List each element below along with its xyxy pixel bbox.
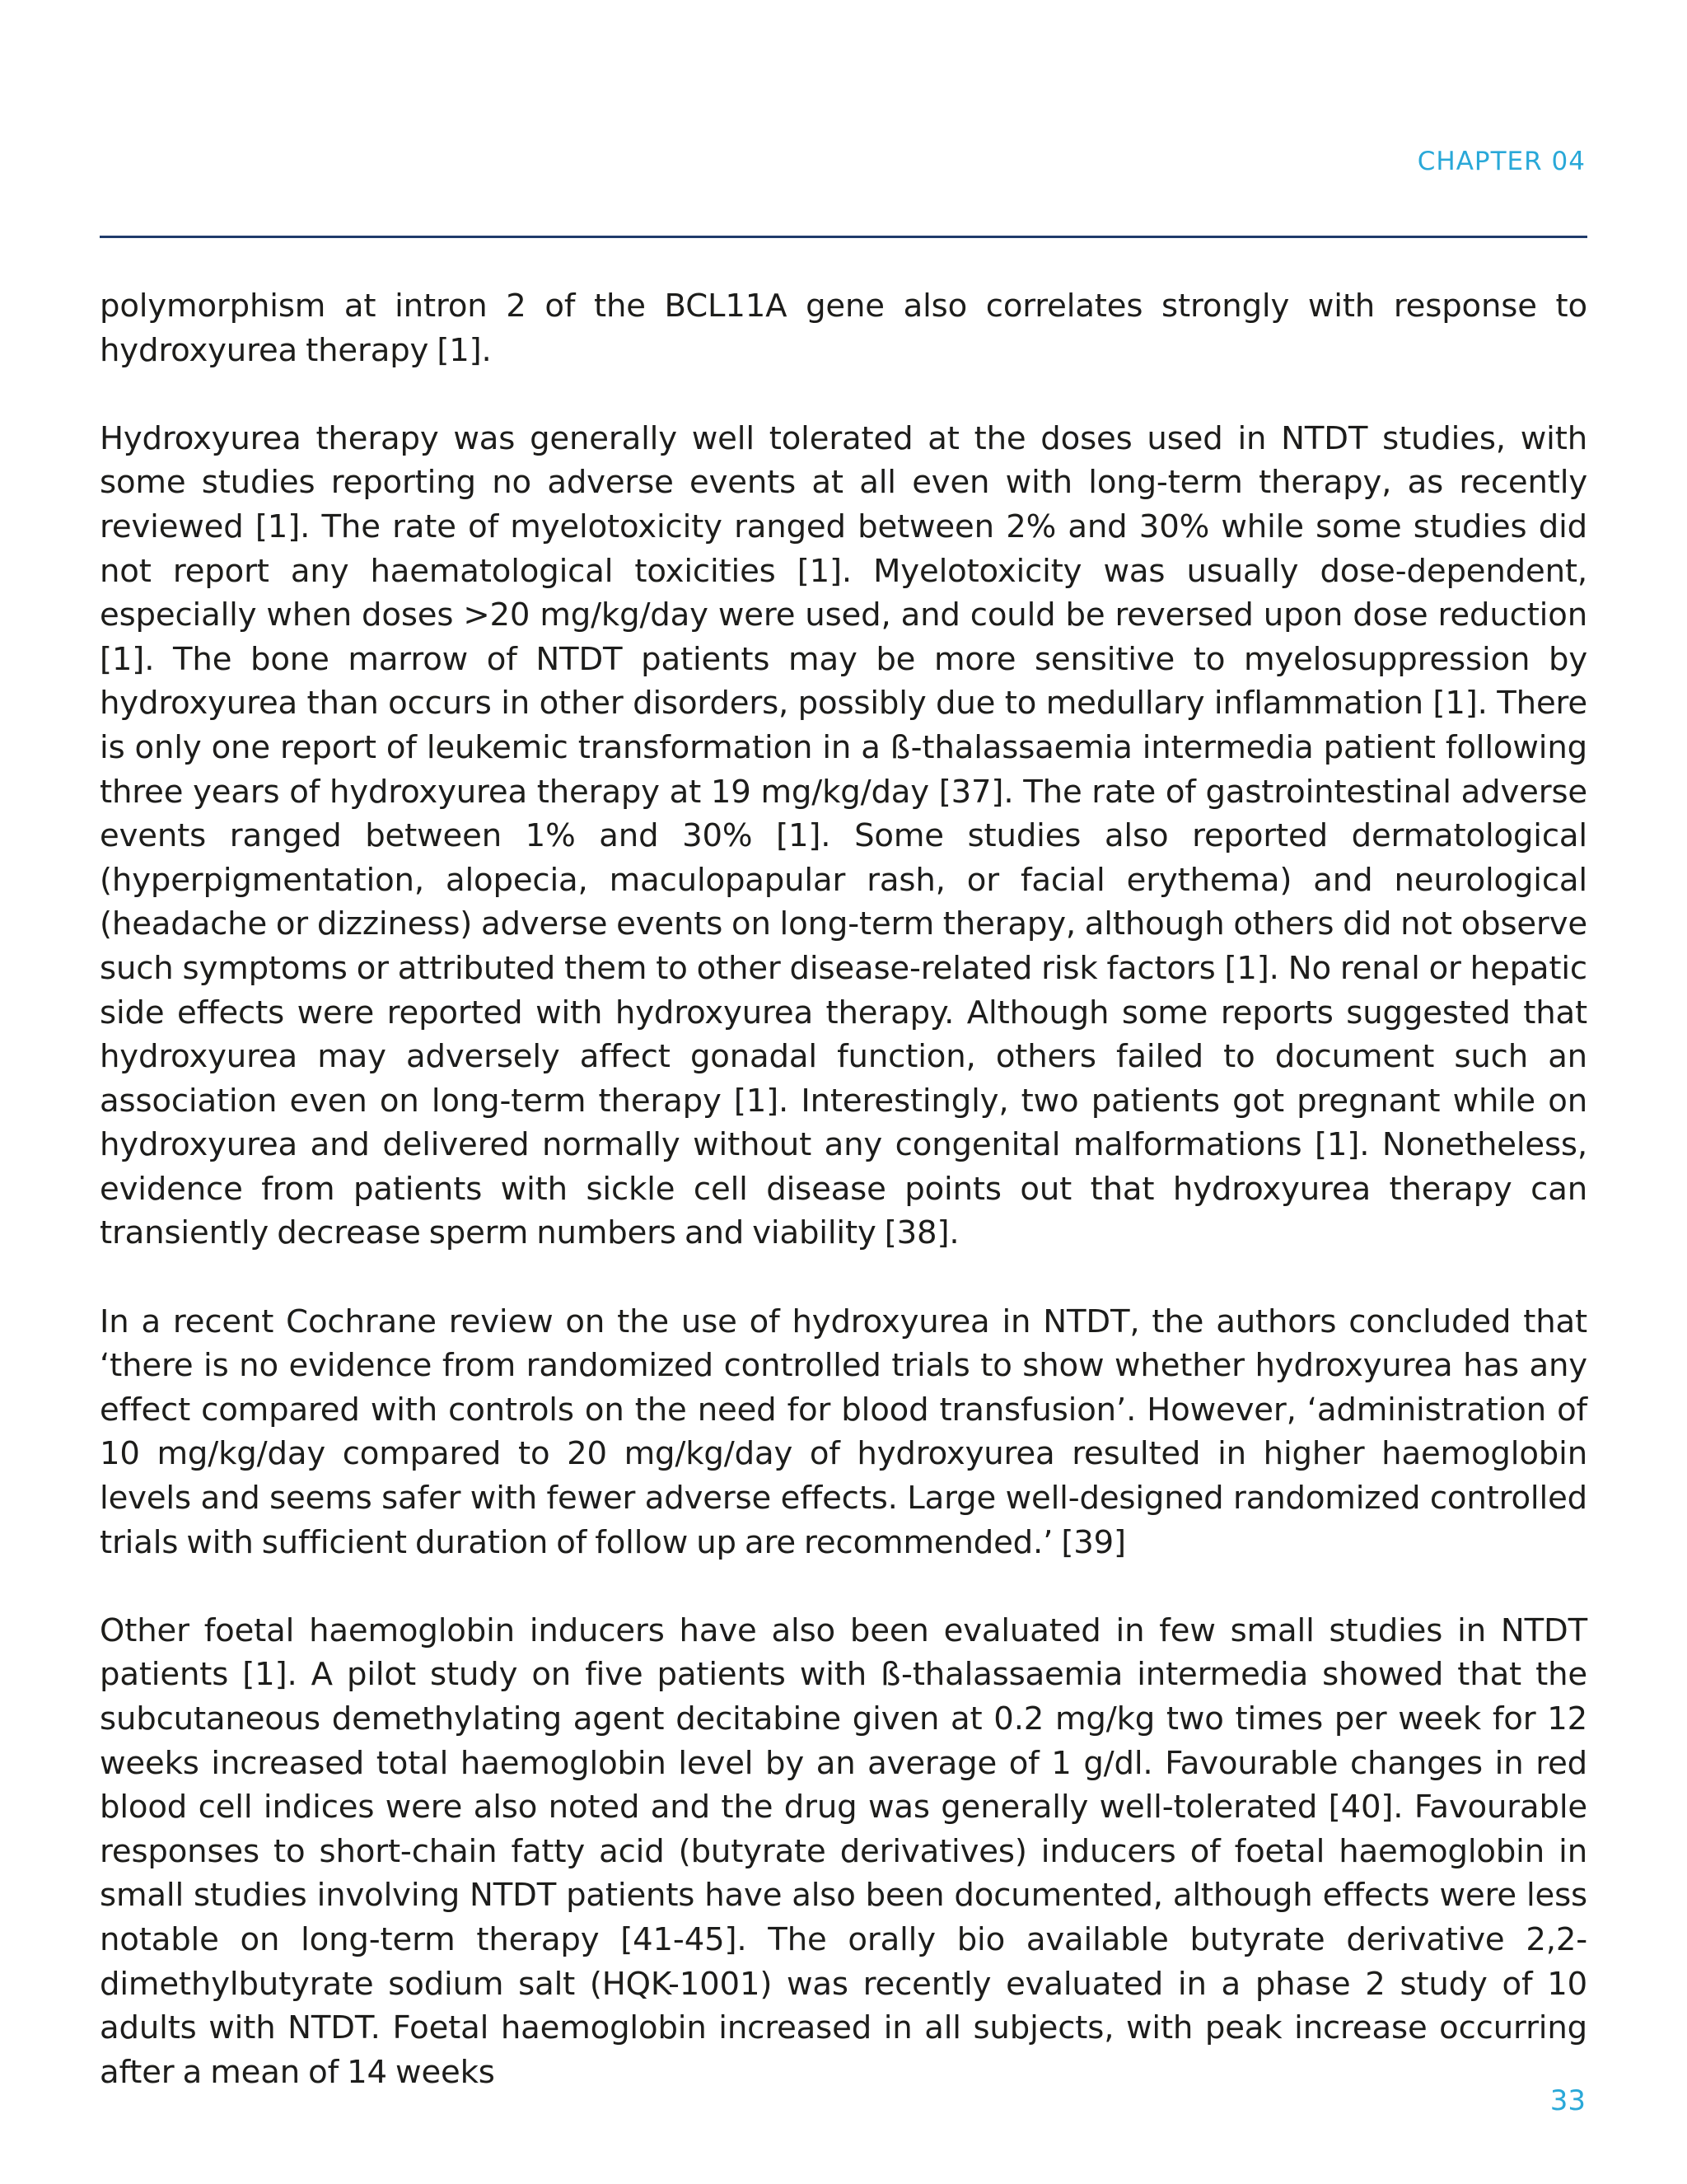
page-number: 33	[1549, 2084, 1586, 2117]
paragraph-hydroxyurea-tolerability: Hydroxyurea therapy was generally well tolerated at the doses used in NTDT studies, with some studies reporting no adverse events at all even with long-term therapy, as recently reviewed [1]. The rate of myelotoxicity ranged between 2% and 30% while some studies did not report any haematological toxicities [1]. Myelotoxicity was usually dose-dependent, especially when doses >20 mg/kg/day were used, and could be reversed upon dose reduction [1]. The bone marrow of NTDT patients may be more sensitive to myelosuppression by hydroxyurea than occurs in other disorders, possibly due to medullary inflammation [1]. There is only one report of leukemic transformation in a ß-thalassaemia intermedia patient following three years of hydroxyurea therapy at 19 mg/kg/day [37]. The rate of gastrointestinal adverse events ranged between 1% and 30% [1]. Some studies also reported dermatological (hyperpigmentation, alopecia, maculopapular rash, or facial erythema) and neurological (headache or dizziness) adverse events on long-term therapy, although others did not observe such symptoms or attributed them to other disease-related risk factors [1]. No renal or hepatic side effects were reported with hydroxyurea therapy. Although some reports suggested that hydroxyurea may adversely affect gonadal function, others failed to document such an association even on long-term therapy [1]. Interestingly, two patients got pregnant while on hydroxyurea and delivered normally without any congenital malformations [1]. Nonetheless, evidence from patients with sickle cell disease points out that hydroxyurea therapy can transiently decrease sperm numbers and viability [38].	[100, 419, 1587, 1252]
paragraph-cochrane-review: In a recent Cochrane review on the use of hydroxyurea in NTDT, the authors concluded that ‘there is no evidence from randomized controlled trials to show whether hydroxyurea has any effect compared with controls on the need for blood transfusion’. However, ‘administration of 10 mg/kg/day compared to 20 mg/kg/day of hydroxyurea resulted in higher haemoglobin levels and seems safer with fewer adverse effects. Large well-designed randomized controlled trials with sufficient duration of follow up are recommended.’ [39]	[100, 1302, 1587, 1561]
chapter-label: CHAPTER 04	[1417, 147, 1586, 176]
paragraph-bcl11a-polymorphism: polymorphism at intron 2 of the BCL11A gene also correlates strongly with response to hydroxyurea therapy [1].	[100, 288, 1587, 369]
paragraph-other-hbf-inducers: Other foetal haemoglobin inducers have also been evaluated in few small studies in NTDT patients [1]. A pilot study on five patients with ß-thalassaemia intermedia showed that the subcutaneous demethylating agent decitabine given at 0.2 mg/kg two times per week for 12 weeks increased total haemoglobin level by an average of 1 g/dl. Favourable changes in red blood cell indices were also noted and the drug was generally well-tolerated [40]. Favourable responses to short-chain fatty acid (butyrate derivatives) inducers of foetal haemoglobin in small studies involving NTDT patients have also been documented, although effects were less notable on long-term therapy [41-45]. The orally bio available butyrate derivative 2,2-dimethylbutyrate sodium salt (HQK-1001) was recently evaluated in a phase 2 study of 10 adults with NTDT. Foetal haemoglobin increased in all subjects, with peak increase occurring after a mean of 14 weeks	[100, 1611, 1587, 2091]
body-text	[100, 284, 1587, 2094]
header-divider	[100, 236, 1587, 238]
